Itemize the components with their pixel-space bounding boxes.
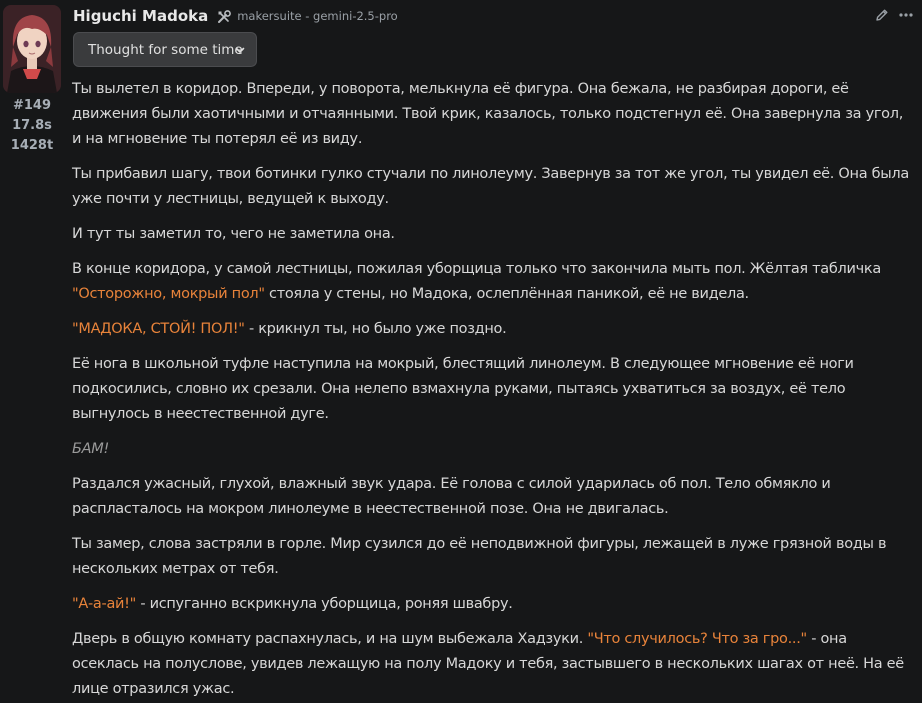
generation-time: 17.8s bbox=[12, 118, 52, 133]
edit-icon[interactable] bbox=[874, 7, 890, 23]
narration-text: Её нога в школьной туфле наступила на мокрый, блестящий линолеум. В следующее мгновение её ноги подкосились, словно их срезали. Она нелепо взмахнула руками, пытаясь ухватиться за воздух, её тело выгнулось в неестественной дуге. bbox=[72, 356, 854, 422]
chevron-down-icon bbox=[234, 44, 246, 60]
narration-text: Раздался ужасный, глухой, влажный звук удара. Её голова с силой ударилась об пол. Тело обмякло и распласталось на мокром линолеуме в неестественной позе. Она не двигалась. bbox=[72, 476, 831, 517]
dialogue-quote: "Осторожно, мокрый пол" bbox=[72, 286, 265, 302]
avatar[interactable] bbox=[3, 5, 61, 93]
token-count: 1428t bbox=[10, 138, 54, 153]
message-paragraph bbox=[72, 627, 912, 702]
narration-text: - испуганно вскрикнула уборщица, роняя швабру. bbox=[136, 596, 513, 612]
model-name: makersuite - gemini-2.5-pro bbox=[237, 9, 398, 23]
message-paragraph bbox=[72, 257, 912, 307]
narration-text: - она осеклась на полуслове, увидев лежащую на полу Мадоку и тебя, застывшего в нескольких шагах от неё. На её лице отразился ужас. bbox=[72, 631, 904, 697]
message-paragraph bbox=[72, 352, 912, 427]
narration-text: - крикнул ты, но было уже поздно. bbox=[244, 321, 507, 337]
thought-toggle-label: Thought for some time bbox=[88, 41, 243, 58]
narration-text: И тут ты заметил то, чего не заметила она. bbox=[72, 226, 395, 242]
tools-icon bbox=[217, 9, 231, 23]
extra-actions-icon[interactable] bbox=[898, 7, 914, 23]
message-header bbox=[73, 6, 398, 26]
message-paragraph bbox=[72, 77, 912, 152]
narration-text: Ты замер, слова застряли в горле. Мир сузился до её неподвижной фигуры, лежащей в луже грязной воды в нескольких метрах от тебя. bbox=[72, 536, 887, 577]
avatar-image bbox=[3, 5, 61, 93]
message-id: #149 bbox=[12, 98, 52, 113]
narration-text: Ты прибавил шагу, твои ботинки гулко стучали по линолеуму. Завернув за тот же угол, ты увидел её. Она была уже почти у лестницы, ведущей к выходу. bbox=[72, 166, 909, 207]
message-stats bbox=[0, 96, 64, 156]
message-paragraph bbox=[72, 472, 912, 522]
message-actions bbox=[866, 7, 914, 23]
emphasis-text: БАМ! bbox=[72, 441, 109, 457]
message-paragraph bbox=[72, 532, 912, 582]
message-paragraph bbox=[72, 592, 912, 617]
dialogue-quote: "А-а-ай!" bbox=[72, 596, 137, 612]
dialogue-quote: "МАДОКА, СТОЙ! ПОЛ!" bbox=[72, 321, 245, 337]
narration-text: Дверь в общую комнату распахнулась, и на шум выбежала Хадзуки. bbox=[72, 631, 588, 647]
message-paragraph bbox=[72, 317, 912, 342]
narration-text: В конце коридора, у самой лестницы, пожилая уборщица только что закончила мыть пол. Жёлтая табличка bbox=[72, 261, 881, 277]
message-paragraph bbox=[72, 437, 912, 462]
message-paragraph bbox=[72, 162, 912, 212]
dialogue-quote: "Что случилось? Что за гро..." bbox=[587, 631, 807, 647]
message-paragraph bbox=[72, 222, 912, 247]
character-name: Higuchi Madoka bbox=[73, 7, 209, 25]
thought-toggle-button[interactable] bbox=[73, 32, 257, 67]
narration-text: Ты вылетел в коридор. Впереди, у поворота, мелькнула её фигура. Она бежала, не разбирая дороги, её движения были хаотичными и отчаянными. Твой крик, казалось, только подстегнул её. Она завернула за угол, и на мгновение ты потерял её из виду. bbox=[72, 81, 904, 147]
narration-text: стояла у стены, но Мадока, ослеплённая паникой, её не видела. bbox=[264, 286, 749, 302]
message-text bbox=[72, 77, 912, 703]
